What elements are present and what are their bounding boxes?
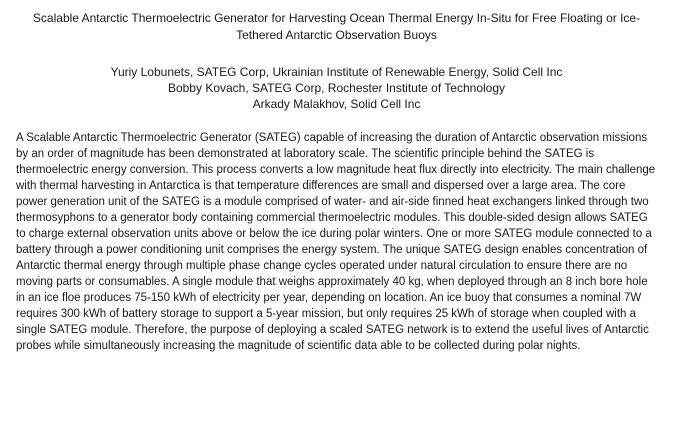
abstract-paragraph: A Scalable Antarctic Thermoelectric Generator (SATEG) capable of increasing the duration of Antarctic observation missions by an order of magnitude has been demonstrated at laboratory scale. The scientific principle behind the SATEG is thermoelectric energy conversion. This process converts a low magnitude heat flux directly into electricity. The main challenge with thermal harvesting in Antarctica is that temperature differences are small and dispersed over a large area. The core power generation unit of the SATEG is a module comprised of water- and air-side finned heat exchangers linked through two thermosyphons to a generator body containing commercial thermoelectric modules. This double-sided design allows SATEG to charge external observation units above or below the ice during polar winters. One or more SATEG module connected to a battery through a power conditioning unit comprises the energy system. The unique SATEG design enables concentration of Antarctic thermal energy through multiple phase change cycles operated under natural circulation to ensure there are no moving parts or consumables. A single module that weighs approximately 40 kg, when deployed through an 8 inch bore hole in an ice floe produces 75-150 kWh of electricity per year, depending on location. An ice buoy that consumes a nominal 7W requires 300 kWh of battery storage to support a 5-year mission, but only requires 25 kWh of storage when coupled with a single SATEG module. Therefore, the purpose of deploying a scaled SATEG network is to extend the useful lives of Antarctic probes while simultaneously increasing the magnitude of scientific data able to be collected during polar nights. [16, 132, 656, 352]
author-line: Yuriy Lobunets, SATEG Corp, Ukrainian Institute of Renewable Energy, Solid Cell Inc [110, 65, 563, 79]
author-line: Arkady Malakhov, Solid Cell Inc [252, 97, 421, 111]
author-list [10, 64, 663, 112]
author-line: Bobby Kovach, SATEG Corp, Rochester Institute of Technology [167, 81, 506, 95]
paper-title: Scalable Antarctic Thermoelectric Generator for Harvesting Ocean Thermal Energy In-Situ for Free Floating or Ice-Tethered Antarctic Observation Buoys [32, 11, 641, 42]
